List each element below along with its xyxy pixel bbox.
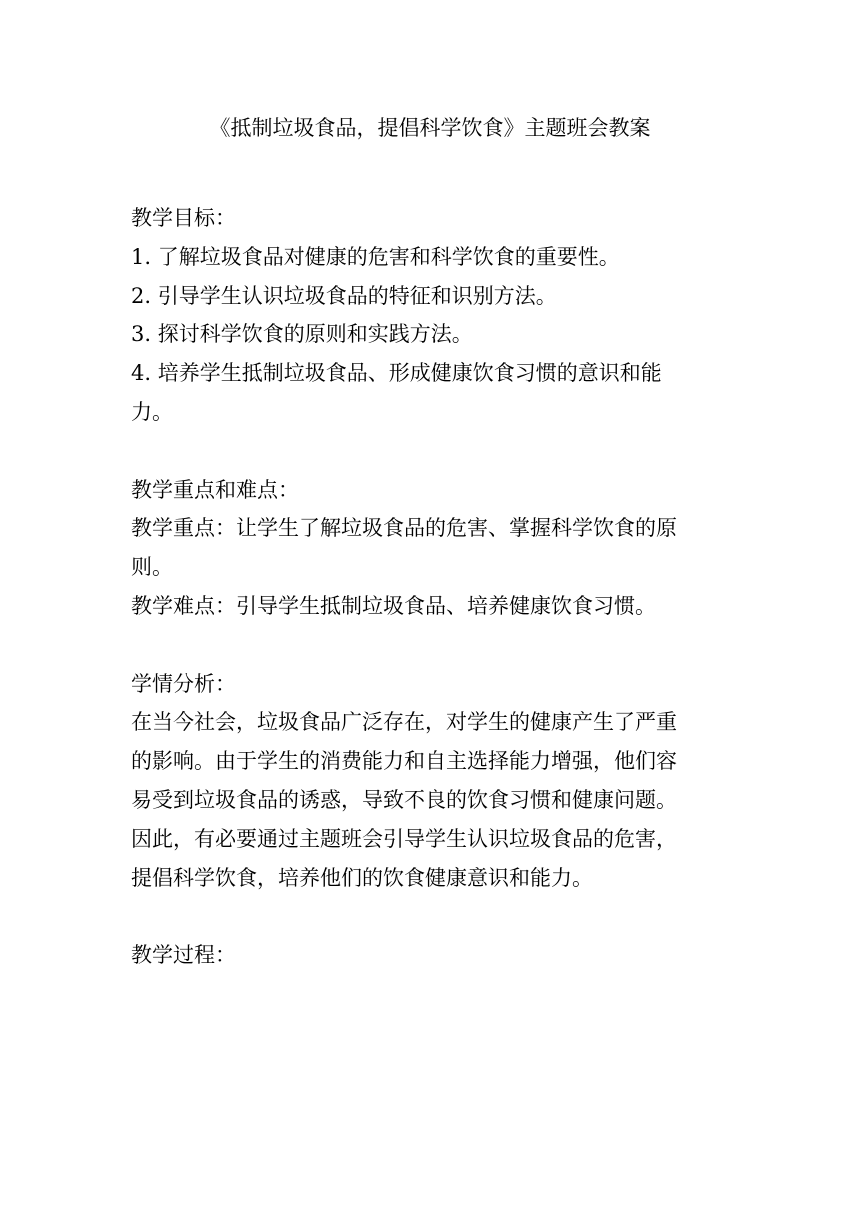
analysis-line: 提倡科学饮食，培养他们的饮食健康意识和能力。	[131, 865, 593, 890]
analysis-line: 在当今社会，垃圾食品广泛存在，对学生的健康产生了严重	[131, 710, 677, 735]
objective-item-continuation: 力。	[131, 399, 173, 424]
objective-item: 2. 引导学生认识垃圾食品的特征和识别方法。	[131, 283, 557, 308]
paragraph-gap	[131, 432, 731, 471]
process-heading: 教学过程：	[131, 943, 236, 968]
analysis-line: 因此，有必要通过主题班会引导学生认识垃圾食品的危害，	[131, 826, 677, 851]
paragraph-gap	[131, 897, 731, 936]
objective-item: 4. 培养学生抵制垃圾食品、形成健康饮食习惯的意识和能	[131, 361, 662, 386]
key-point-line: 则。	[131, 555, 173, 580]
objective-item: 1. 了解垃圾食品对健康的危害和科学饮食的重要性。	[131, 244, 620, 269]
document-body	[131, 199, 731, 975]
objectives-heading: 教学目标：	[131, 206, 236, 230]
analysis-heading: 学情分析：	[131, 671, 236, 696]
analysis-line: 的影响。由于学生的消费能力和自主选择能力增强，他们容	[131, 749, 677, 774]
paragraph-gap	[131, 626, 731, 665]
key-point-line: 教学难点：引导学生抵制垃圾食品、培养健康饮食习惯。	[131, 593, 656, 618]
key-points-heading: 教学重点和难点：	[131, 477, 299, 502]
analysis-line: 易受到垃圾食品的诱惑，导致不良的饮食习惯和健康问题。	[131, 787, 677, 812]
key-point-line: 教学重点：让学生了解垃圾食品的危害、掌握科学饮食的原	[131, 516, 677, 541]
objective-item: 3. 探讨科学饮食的原则和实践方法。	[131, 322, 473, 347]
document-title: 《抵制垃圾食品，提倡科学饮食》主题班会教案	[209, 116, 651, 140]
